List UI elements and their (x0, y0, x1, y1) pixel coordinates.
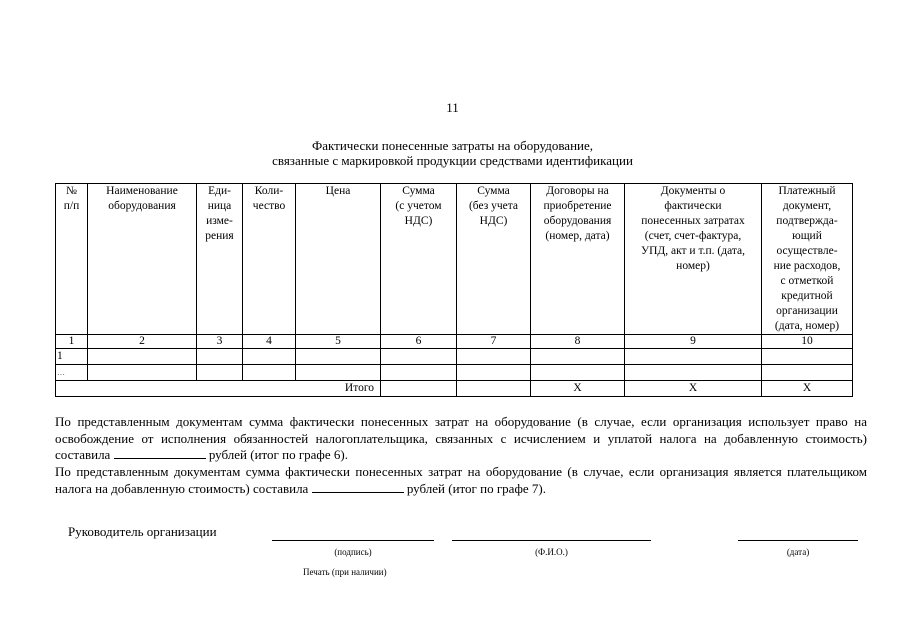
total-mark-payment: Х (762, 381, 853, 397)
table-cell (243, 349, 296, 365)
table-cell (625, 349, 762, 365)
header-cell-equipment-name: Наименование оборудования (88, 184, 197, 335)
total-label: Итого (56, 381, 381, 397)
paragraph-2-ending: рублей (итог по графе 7). (406, 480, 546, 496)
header-row (56, 184, 853, 335)
total-mark-documents: Х (625, 381, 762, 397)
table-cell (243, 365, 296, 381)
row-number: … (56, 365, 88, 381)
column-number: 9 (625, 335, 762, 349)
table-cell (296, 365, 381, 381)
row-number: 1 (56, 349, 88, 365)
date-line (738, 540, 858, 541)
table-cell (88, 365, 197, 381)
column-number: 8 (531, 335, 625, 349)
header-cell-unit: Еди- ница изме- рения (197, 184, 243, 335)
column-number: 1 (56, 335, 88, 349)
column-number: 7 (457, 335, 531, 349)
table-cell (762, 365, 853, 381)
total-sum-with-vat (381, 381, 457, 397)
header-cell-sum-with-vat: Сумма (с учетом НДС) (381, 184, 457, 335)
signature-caption: (подпись) (334, 547, 372, 557)
column-number: 3 (197, 335, 243, 349)
table-cell (531, 365, 625, 381)
header-cell-payment-document: Платежный документ, подтвержда- ющий осуществле- ние расходов, с отметкой кредитной организации (дата, номер) (762, 184, 853, 335)
table-cell (381, 365, 457, 381)
document-title-line-2: связанные с маркировкой продукции средствами идентификации (272, 153, 633, 168)
date-caption: (дата) (786, 547, 810, 557)
header-cell-sum-without-vat: Сумма (без учета НДС) (457, 184, 531, 335)
expenses-table (55, 183, 853, 397)
column-number: 10 (762, 335, 853, 349)
paragraph-vat-exempt (55, 414, 867, 464)
paragraph-vat-payer (55, 464, 867, 497)
signature-line (272, 540, 434, 541)
full-name-line (452, 540, 651, 541)
table-cell (197, 349, 243, 365)
column-number: 2 (88, 335, 197, 349)
full-name-caption: (Ф.И.О.) (535, 547, 568, 557)
paragraph-1-ending: рублей (итог по графе 6). (208, 447, 348, 462)
column-number: 6 (381, 335, 457, 349)
amount-blank-line (312, 481, 404, 493)
header-cell-contracts: Договоры на приобретение оборудования (номер, дата) (531, 184, 625, 335)
header-cell-number: № п/п (56, 184, 88, 335)
table-cell (625, 365, 762, 381)
table-cell (381, 349, 457, 365)
total-mark-contracts: Х (531, 381, 625, 397)
page-number: 11 (446, 100, 459, 115)
table-cell (296, 349, 381, 365)
total-sum-without-vat (457, 381, 531, 397)
column-number: 5 (296, 335, 381, 349)
table-cell (457, 365, 531, 381)
table-cell (197, 365, 243, 381)
total-row (56, 381, 853, 397)
table-cell (88, 349, 197, 365)
header-cell-price: Цена (296, 184, 381, 335)
document-title-line-1: Фактически понесенные затраты на оборудование, (311, 138, 594, 153)
amount-blank-line (114, 447, 206, 459)
header-cell-expense-documents: Документы о фактически понесенных затратах (счет, счет-фактура, УПД, акт и т.п. (дата, номер) (625, 184, 762, 335)
column-number: 4 (243, 335, 296, 349)
paragraph-2-text: По представленным документам сумма фактически понесенных затрат на оборудование (в случае, если организация является плательщиком налога на добавленную стоимость) составила (55, 464, 867, 496)
table-row (56, 365, 853, 381)
header-cell-quantity: Коли- чество (243, 184, 296, 335)
paragraph-1-text: По представленным документам сумма фактически понесенных затрат на оборудование (в случае, если организация использует право на освобождение от исполнения обязанностей налогоплательщика, связанных с исчислением и уплатой налога на добавленную стоимость) составила (55, 414, 867, 462)
stamp-note: Печать (при наличии) (303, 567, 387, 577)
table-cell (762, 349, 853, 365)
column-number-row (56, 335, 853, 349)
table-row (56, 349, 853, 365)
table-cell (531, 349, 625, 365)
table-cell (457, 349, 531, 365)
signer-label: Руководитель организации (68, 524, 217, 539)
